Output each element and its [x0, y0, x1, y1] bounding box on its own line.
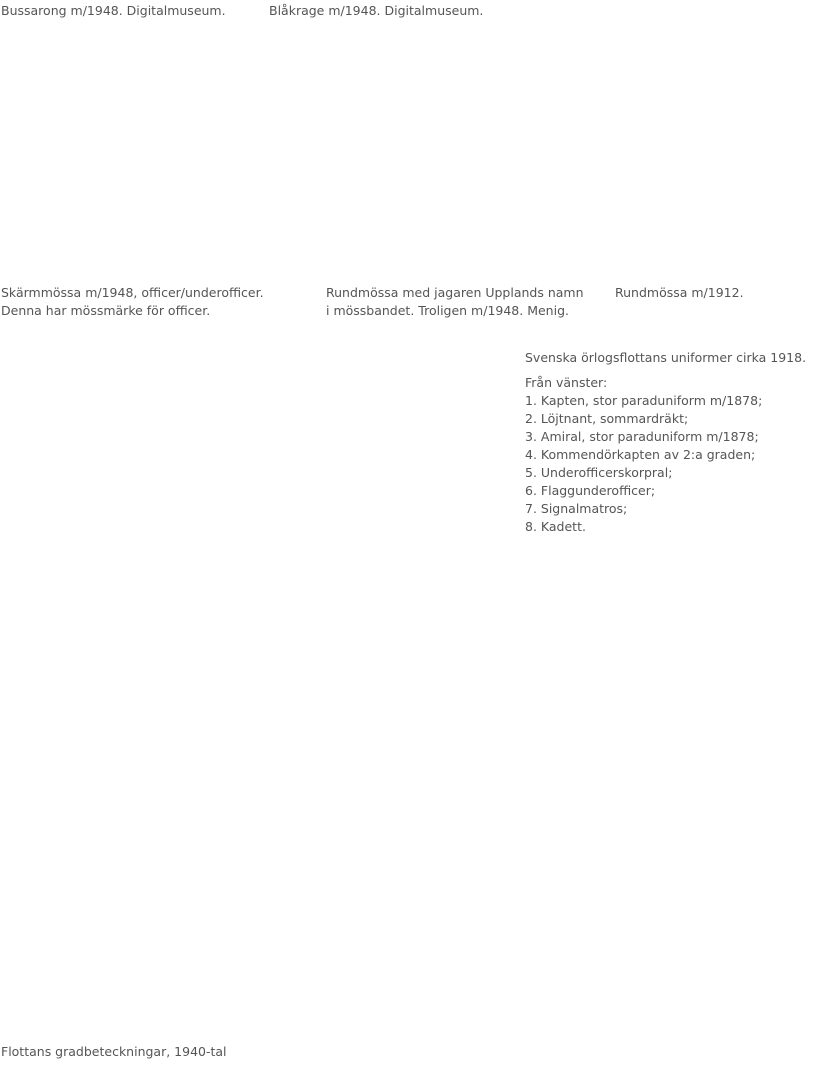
- caption-skarmmossa: [1, 284, 264, 320]
- uniforms-1918-caption: [525, 349, 806, 536]
- uniforms-1918-list: [525, 392, 806, 536]
- caption-skarmmossa-line2: Denna har mössmärke för officer.: [1, 303, 211, 318]
- list-item: 6. Flaggunderofficer;: [525, 483, 656, 498]
- list-item: 5. Underofficerskorpral;: [525, 465, 673, 480]
- list-item: 7. Signalmatros;: [525, 501, 628, 516]
- list-item: 8. Kadett.: [525, 519, 586, 534]
- uniforms-1918-title: Svenska örlogsflottans uniformer cirka 1918.: [525, 350, 807, 365]
- list-item: 4. Kommendörkapten av 2:a graden;: [525, 447, 756, 462]
- list-item: 3. Amiral, stor paraduniform m/1878;: [525, 429, 759, 444]
- uniforms-1918-intro: Från vänster:: [525, 375, 608, 390]
- caption-gradbeteckningar: Flottans gradbeteckningar, 1940-tal: [1, 1044, 227, 1059]
- caption-blakrage: Blåkrage m/1948. Digitalmuseum.: [269, 3, 484, 18]
- caption-rundmossa-upplands: [326, 284, 584, 320]
- caption-rundmossa-upplands-line2: i mössbandet. Troligen m/1948. Menig.: [326, 303, 569, 318]
- list-item: 1. Kapten, stor paraduniform m/1878;: [525, 393, 763, 408]
- caption-rundmossa-1912: Rundmössa m/1912.: [615, 285, 744, 300]
- caption-bussarong: Bussarong m/1948. Digitalmuseum.: [1, 3, 226, 18]
- caption-skarmmossa-line1: Skärmmössa m/1948, officer/underofficer.: [1, 285, 264, 300]
- list-item: 2. Löjtnant, sommardräkt;: [525, 411, 689, 426]
- caption-rundmossa-upplands-line1: Rundmössa med jagaren Upplands namn: [326, 285, 584, 300]
